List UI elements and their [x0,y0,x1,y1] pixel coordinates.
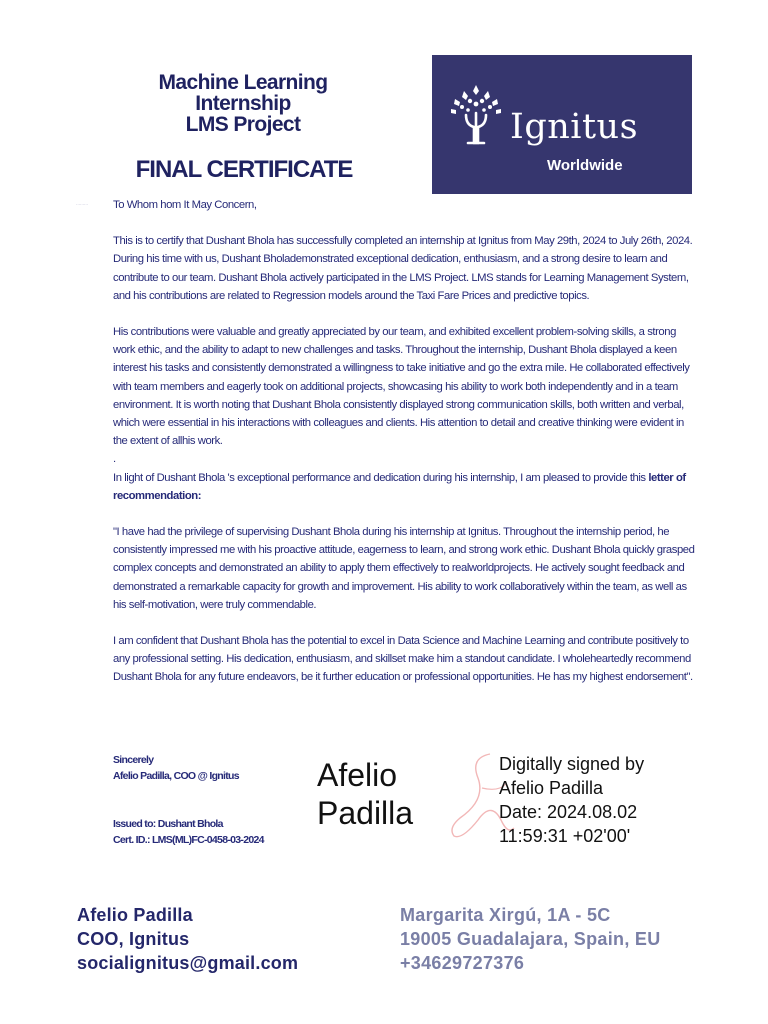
logo-subtitle: Worldwide [547,157,623,174]
final-certificate-heading: FINAL CERTIFICATE [135,156,353,183]
footer-role: COO, Ignitus [77,929,190,949]
paragraph-closing: I am confident that Dushant Bhola has the potential to excel in Data Science and Machine Learning and contribute positively to any professional setting. His dedication, enthusiasm, and skillset make him a standout candidate. I wholeheartedly recommend Dushant Bhola for any future endeavors, be it further education or professional opportunities. He has my highest endorsement". [113,635,693,684]
sincerely-block [113,752,239,784]
title-line-3: LMS Project [185,113,301,136]
footer-city: 19005 Guadalajara, Spain, EU [400,929,661,949]
signature-name-line-2: Padilla [317,795,414,831]
paragraph-certification: This is to certify that Dushant Bhola has successfully completed an internship at Ignitus from May 29th, 2024 to July 26th, 2024. During his time with us, Dushant Bholademonstrated exceptional dedication, enthusiasm, and a strong desire to learn and contribute to our team. Dushant Bhola actively participated in the LMS Project. LMS stands for Learning Management System, and his contributions are related to Regression models around the Taxi Fare Prices and predictive topics. [113,235,693,302]
signature-detail-3: Date: 2024.08.02 [499,802,638,822]
sincerely-text: Sincerely [113,754,154,766]
title-line-2: Internship [195,92,291,115]
signature-name [317,756,413,832]
signer-text: Afelio Padilla, COO @ Ignitus [113,770,239,782]
signature-detail-4: 11:59:31 +02'00' [499,826,631,846]
footer-email: socialignitus@gmail.com [77,953,299,973]
issued-block [113,816,264,848]
signature-detail-2: Afelio Padilla [499,778,604,798]
recommendation-bold-text: letter of recommendation: [113,471,686,502]
footer-street: Margarita Xirgú, 1A - 5C [400,905,611,925]
recommendation-intro-text: In light of Dushant Bhola 's exceptional performance and dedication during his internship, I am pleased to provide this [113,471,649,484]
paragraph-recommendation-intro [113,469,698,505]
tree-icon [440,77,520,147]
salutation: To Whom hom It May Concern, [113,199,257,211]
issued-to-text: Issued to: Dushant Bhola [113,818,223,830]
signature-name-line-1: Afelio [317,757,398,793]
footer-phone: +34629727376 [400,953,525,973]
ignitus-logo [432,55,692,194]
paragraph-dot: . [113,453,116,466]
paragraph-contributions: His contributions were valuable and greatly appreciated by our team, and exhibited excellent problem-solving skills, a strong work ethic, and the ability to adapt to new challenges and tasks. Throughout the internship, Dushant Bhola displayed a keen interest his tasks and consistently demonstrated a willingness to take initiative and go the extra mile. He collaborated effectively with team members and eagerly took on additional projects, showcasing his ability to work both independently and in a team environment. It is worth noting that Dushant Bhola consistently displayed strong communication skills, both written and verbal, which were essential in his interactions with colleagues and clients. His attention to detail and creative thinking were evident in the extent of allhis work. [113,326,690,448]
certificate-title [108,72,378,135]
letter-body [113,196,698,705]
logo-name: Ignitus [510,107,639,147]
title-line-1: Machine Learning [158,71,328,94]
footer-contact [77,903,298,975]
small-mark: ········· [76,202,88,207]
cert-id-text: Cert. ID.: LMS(ML)FC-0458-03-2024 [113,834,264,846]
digital-signature-details [499,752,644,848]
signature-detail-1: Digitally signed by [499,754,645,774]
paragraph-quote: "I have had the privilege of supervising Dushant Bhola during his internship at Ignitus. Throughout the internship period, he consistently impressed me with his proactive attitude, eagerness to learn, and strong work ethic. Dushant Bhola quickly grasped complex concepts and demonstrated an ability to apply them effectively to realworldprojects. He actively sought feedback and demonstrated a remarkable capacity for growth and improvement. His ability to work collaboratively within the team, as well as his self-motivation, were truly commendable. [113,526,695,611]
footer-name: Afelio Padilla [77,905,193,925]
footer-address [400,903,661,975]
